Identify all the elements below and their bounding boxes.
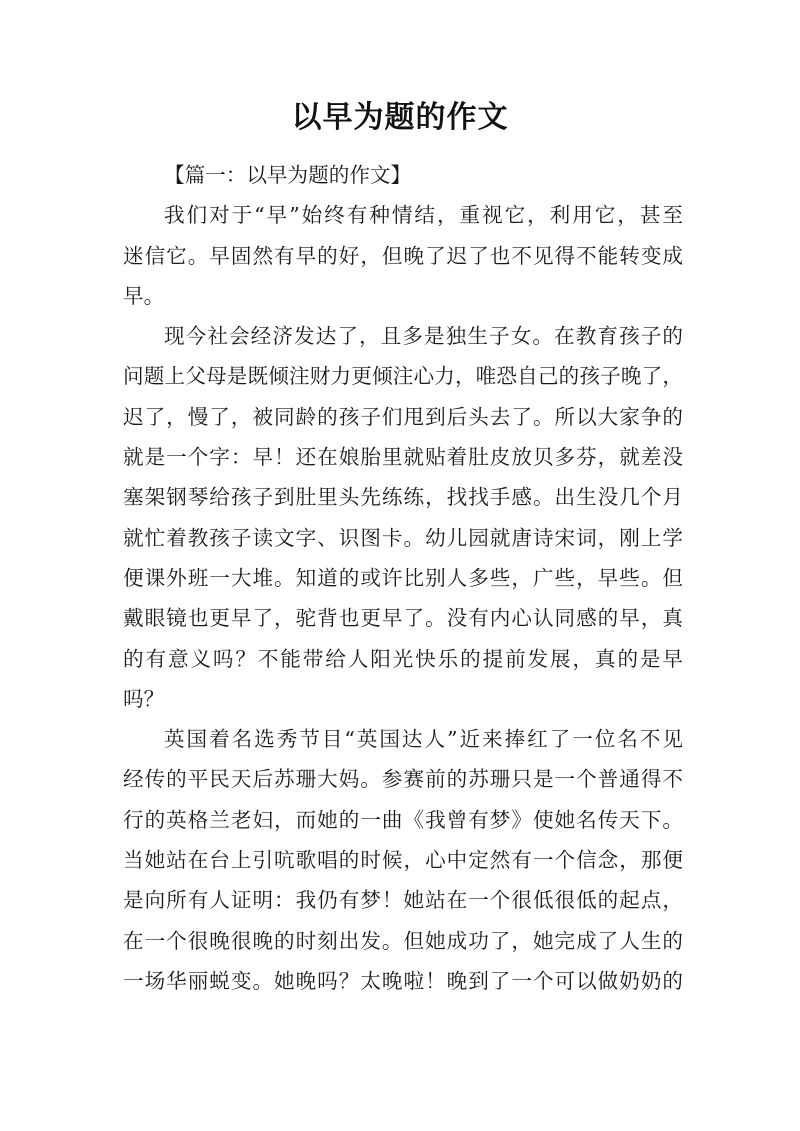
text-line: 在一个很晚很晚的时刻出发。但她成功了，她完成了人生的 xyxy=(123,928,683,953)
document-title: 以早为题的作文 xyxy=(291,100,509,135)
text-line: 戴眼镜也更早了，驼背也更早了。没有内心认同感的早，真 xyxy=(123,606,683,631)
text-line: 我们对于“早”始终有种情结，重视它，利用它，甚至 xyxy=(164,203,683,228)
text-line: 就是一个字：早！还在娘胎里就贴着肚皮放贝多芬，就差没 xyxy=(123,445,683,470)
section-heading: 【篇一：以早为题的作文】 xyxy=(164,163,412,187)
text-line: 行的英格兰老妇，而她的一曲《我曾有梦》使她名传天下。 xyxy=(123,807,683,832)
text-line: 早。 xyxy=(123,283,165,308)
text-line: 英国着名选秀节目“英国达人”近来捧红了一位名不见 xyxy=(164,727,683,752)
text-line: 现今社会经济发达了，且多是独生子女。在教育孩子的 xyxy=(164,324,683,349)
paragraph-3 xyxy=(123,719,683,1001)
paragraph-2 xyxy=(123,316,683,719)
text-line: 迟了，慢了，被同龄的孩子们甩到后头去了。所以大家争的 xyxy=(123,404,683,429)
text-line: 就忙着教孩子读文字、识图卡。幼儿园就唐诗宋词，刚上学 xyxy=(123,525,683,550)
text-line: 是向所有人证明：我仍有梦！她站在一个很低很低的起点， xyxy=(123,888,683,913)
text-line: 问题上父母是既倾注财力更倾注心力，唯恐自己的孩子晚了， xyxy=(123,364,683,389)
text-line: 迷信它。早固然有早的好，但晚了迟了也不见得不能转变成 xyxy=(123,243,683,268)
text-line: 吗？ xyxy=(123,686,165,711)
text-line: 经传的平民天后苏珊大妈。参赛前的苏珊只是一个普通得不 xyxy=(123,767,683,792)
text-line: 当她站在台上引吭歌唱的时候，心中定然有一个信念，那便 xyxy=(123,848,683,873)
document-body xyxy=(123,155,683,1001)
text-line: 一场华丽蜕变。她晚吗？太晚啦！晚到了一个可以做奶奶的 xyxy=(123,968,683,993)
text-line: 塞架钢琴给孩子到肚里头先练练，找找手感。出生没几个月 xyxy=(123,485,683,510)
text-line: 便课外班一大堆。知道的或许比别人多些，广些，早些。但 xyxy=(123,565,683,590)
paragraph-1 xyxy=(123,195,683,316)
text-line: 的有意义吗？不能带给人阳光快乐的提前发展，真的是早 xyxy=(123,646,683,671)
